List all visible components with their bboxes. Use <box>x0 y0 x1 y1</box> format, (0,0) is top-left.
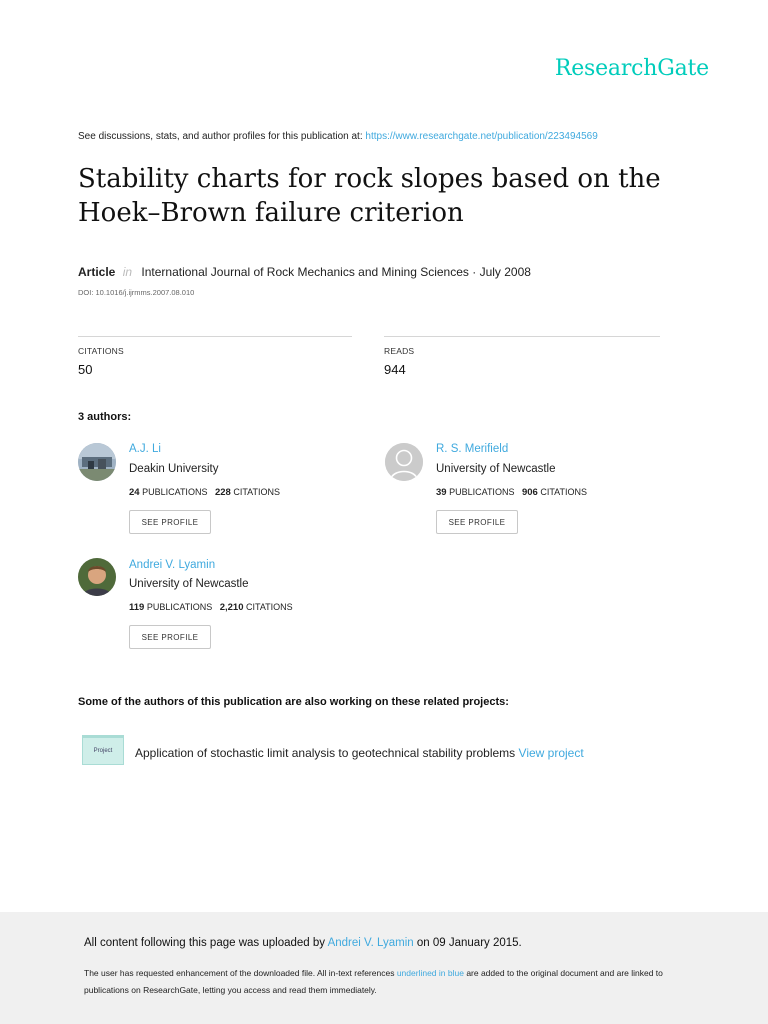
project-item <box>135 746 584 760</box>
related-projects-heading: Some of the authors of this publication are also working on these related projects: <box>78 696 509 708</box>
note-text-1: The user has requested enhancement of the downloaded file. All in-text references <box>84 968 395 978</box>
note-text-2: are added to the original document and are linked to publications on ResearchGate, letting you access and read them immediately. <box>84 968 663 995</box>
researchgate-logo[interactable]: ResearchGate <box>554 56 709 81</box>
author-citations-count: 906 <box>521 487 538 498</box>
discussion-line <box>78 131 598 142</box>
author-citations-count: 228 <box>214 487 231 498</box>
author-affiliation: University of Newcastle <box>129 578 249 590</box>
author-citations-label: CITATIONS <box>233 487 281 497</box>
publication-title <box>78 162 698 230</box>
reads-value: 944 <box>384 362 406 377</box>
reads-divider <box>384 336 660 337</box>
upload-prefix: All content following this page was uploaded by <box>84 937 326 949</box>
title-line-2: Hoek–Brown failure criterion <box>78 198 464 228</box>
discussion-text: See discussions, stats, and author profiles for this publication at: <box>78 131 363 142</box>
citations-divider <box>78 336 352 337</box>
publication-meta <box>78 265 531 279</box>
author-citations-count: 2,210 <box>219 602 244 613</box>
author-publications-label: PUBLICATIONS <box>142 487 208 497</box>
author-stats <box>436 487 587 498</box>
reads-label: READS <box>384 346 415 356</box>
author-name-link[interactable]: R. S. Merifield <box>436 443 509 455</box>
title-line-1: Stability charts for rock slopes based on the <box>78 164 661 194</box>
author-publications-label: PUBLICATIONS <box>146 602 213 612</box>
underlined-in-blue-link[interactable]: underlined in blue <box>396 968 464 978</box>
author-publications-count: 24 <box>129 487 140 498</box>
author-name-link[interactable]: A.J. Li <box>129 443 161 455</box>
publication-url-link[interactable]: https://www.researchgate.net/publication/223494569 <box>365 131 598 142</box>
project-title: Application of stochastic limit analysis to geotechnical stability problems <box>135 746 516 760</box>
in-word: in <box>122 265 133 279</box>
author-citations-label: CITATIONS <box>246 602 293 612</box>
uploader-link[interactable]: Andrei V. Lyamin <box>327 937 414 949</box>
author-publications-count: 119 <box>129 602 145 613</box>
author-publications-label: PUBLICATIONS <box>449 487 515 497</box>
see-profile-button[interactable]: SEE PROFILE <box>129 510 211 534</box>
author-citations-label: CITATIONS <box>540 487 588 497</box>
upload-notice <box>84 937 522 949</box>
default-user-icon[interactable] <box>385 443 423 481</box>
citations-value: 50 <box>78 362 93 377</box>
author-stats <box>129 602 293 613</box>
author-avatar-photo[interactable] <box>78 558 116 596</box>
view-project-link[interactable]: View project <box>518 746 584 760</box>
see-profile-button[interactable]: SEE PROFILE <box>129 625 211 649</box>
author-publications-count: 39 <box>436 487 447 498</box>
journal-name: International Journal of Rock Mechanics and Mining Sciences · July 2008 <box>141 265 531 279</box>
publication-type: Article <box>78 265 116 279</box>
doi: DOI: 10.1016/j.ijrmms.2007.08.010 <box>78 288 195 297</box>
author-name-link[interactable]: Andrei V. Lyamin <box>129 559 216 571</box>
project-badge-icon: Project <box>82 735 124 765</box>
author-affiliation: Deakin University <box>129 463 219 475</box>
author-affiliation: University of Newcastle <box>436 463 556 475</box>
enhancement-note <box>84 965 694 999</box>
authors-heading: 3 authors: <box>78 411 132 423</box>
author-avatar-photo[interactable] <box>78 443 116 481</box>
upload-suffix: on 09 January 2015. <box>416 937 522 949</box>
author-stats <box>129 487 280 498</box>
see-profile-button[interactable]: SEE PROFILE <box>436 510 518 534</box>
citations-label: CITATIONS <box>78 346 124 356</box>
